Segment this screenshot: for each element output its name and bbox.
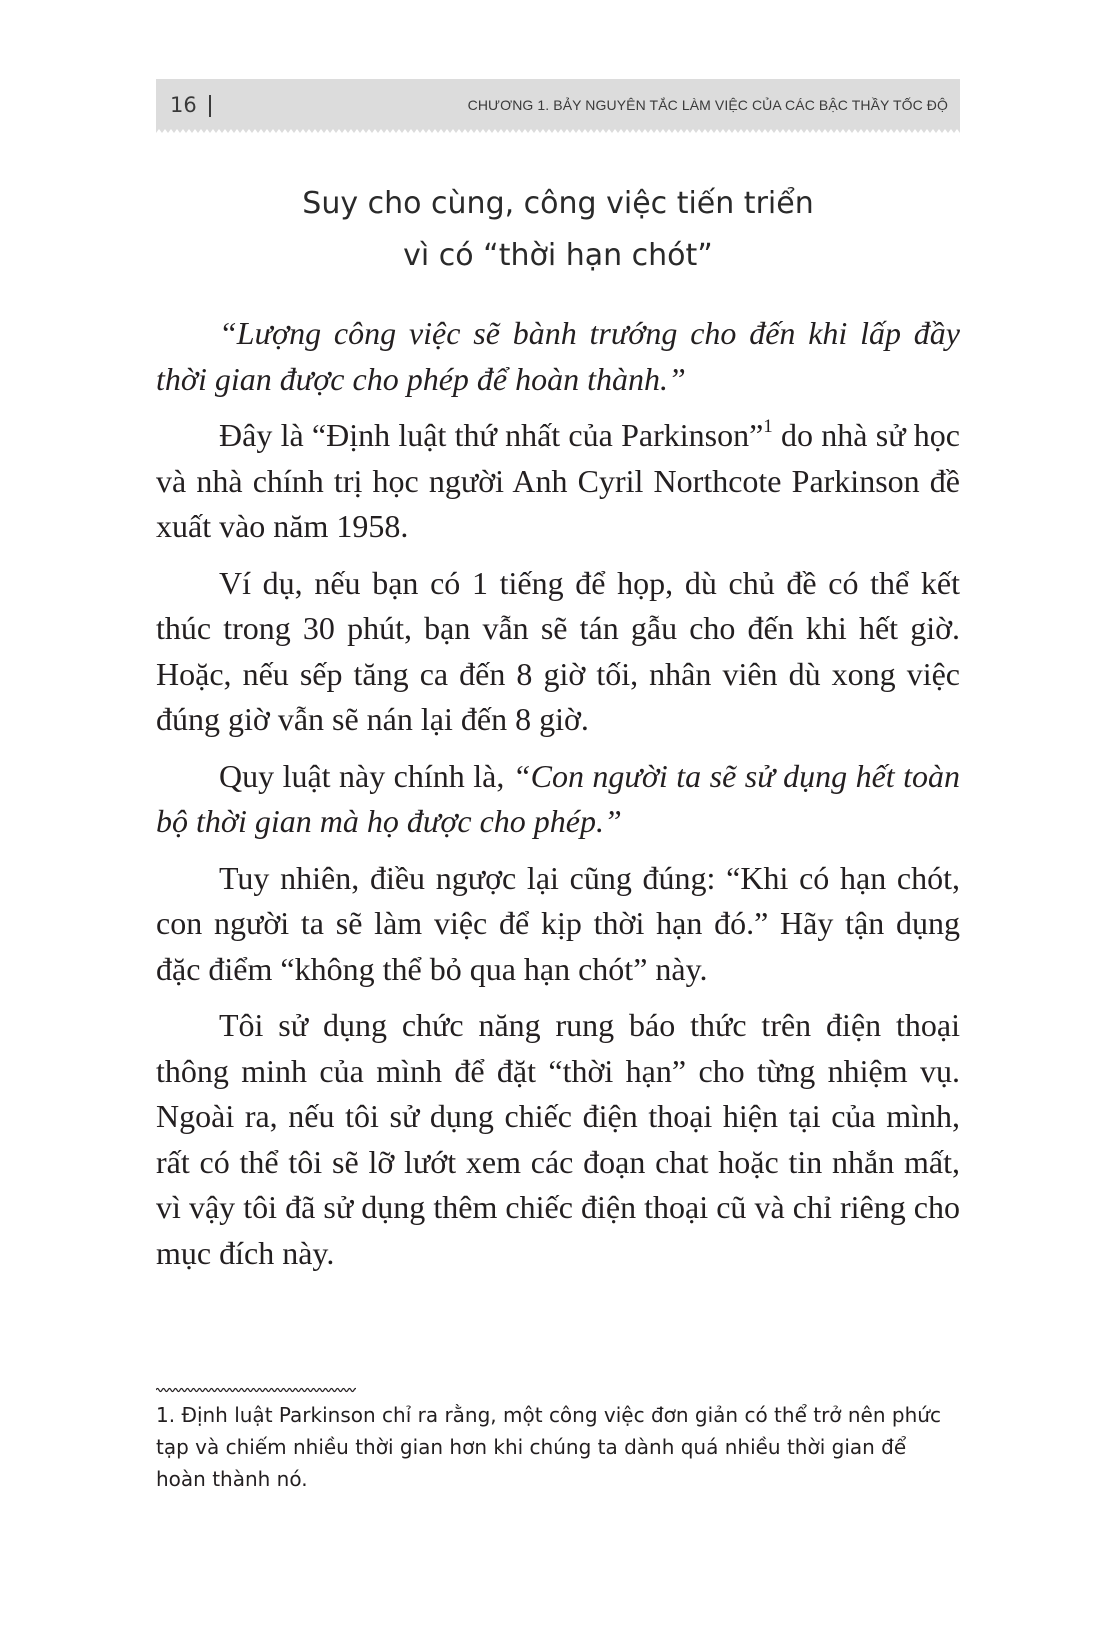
paragraph-rule bbox=[156, 754, 960, 845]
page-number: 16 bbox=[170, 93, 197, 117]
header-zigzag-edge bbox=[156, 127, 960, 133]
paragraph-example: Ví dụ, nếu bạn có 1 tiếng để họp, dù chủ đề có thể kết thúc trong 30 phút, bạn vẫn sẽ tán gẫu cho đến khi hết giờ. Hoặc, nếu sếp tăng ca đến 8 giờ tối, nhân viên dù xong việc đúng giờ vẫn sẽ nán lại đến 8 giờ. bbox=[156, 564, 960, 737]
header-divider bbox=[209, 95, 211, 117]
footnote-ref[interactable]: 1 bbox=[763, 416, 773, 438]
footnote: 1. Định luật Parkinson chỉ ra rằng, một công việc đơn giản có thể trở nên phức tạp và chiếm nhiều thời gian hơn khi chúng ta dành quá nhiều thời gian để hoàn thành nó. bbox=[156, 1403, 941, 1491]
running-header bbox=[156, 79, 960, 133]
paragraph-phone-alarm: Tôi sử dụng chức năng rung báo thức trên điện thoại thông minh của mình để đặt “thời hạn” cho từng nhiệm vụ. Ngoài ra, nếu tôi sử dụng chiếc điện thoại hiện tại của mình, rất có thể tôi sẽ lỡ lướt xem các đoạn chat hoặc tin nhắn mất, vì vậy tôi đã sử dụng thêm chiếc điện thoại cũ và chỉ riêng cho mục đích này. bbox=[156, 1007, 960, 1271]
section-title bbox=[156, 178, 960, 282]
section-title-line-2: vì có “thời hạn chót” bbox=[403, 238, 713, 273]
paragraph-converse: Tuy nhiên, điều ngược lại cũng đúng: “Khi có hạn chót, con người ta sẽ làm việc để kịp thời hạn đó.” Hãy tận dụng đặc điểm “không thể bỏ qua hạn chót” này. bbox=[156, 859, 960, 987]
body-text bbox=[156, 311, 960, 1287]
law-name: Đây là “Định luật thứ nhất của Parkinson” bbox=[219, 417, 764, 453]
chapter-title: CHƯƠNG 1. BẢY NGUYÊN TẮC LÀM VIỆC CỦA CÁC BẬC THẦY TỐC ĐỘ bbox=[467, 97, 948, 113]
rule-quote: “Con người ta sẽ sử dụng hết toàn bộ thời gian mà họ được cho phép.” bbox=[156, 757, 961, 839]
footnote-separator bbox=[156, 1387, 356, 1393]
paragraph-parkinson-law bbox=[156, 413, 960, 550]
rule-intro: Quy luật này chính là, bbox=[219, 757, 513, 794]
law-origin: do nhà sử học và nhà chính trị học người Anh Cyril Northcote Parkinson đề xuất vào năm 1958. bbox=[156, 417, 961, 544]
parkinson-quote: “Lượng công việc sẽ bành trướng cho đến khi lấp đầy thời gian được cho phép để hoàn thành.” bbox=[156, 315, 960, 397]
section-title-line-1: Suy cho cùng, công việc tiến triển bbox=[302, 186, 814, 221]
paragraph-quote bbox=[156, 311, 960, 402]
